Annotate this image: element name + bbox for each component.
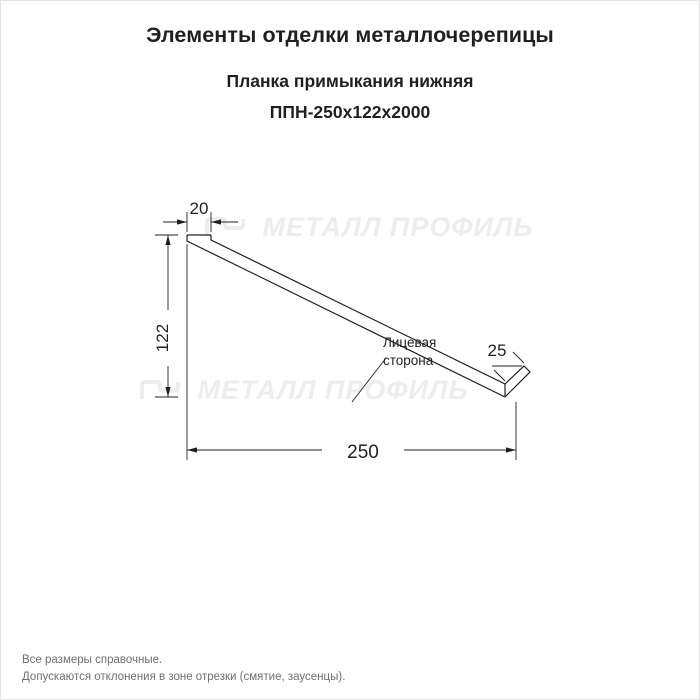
product-name: Планка примыкания нижняя — [226, 71, 474, 91]
profile-main-face-upper — [211, 235, 505, 384]
watermark-text: МЕТАЛЛ ПРОФИЛЬ — [197, 375, 469, 405]
ext-line-fold-b — [513, 352, 524, 363]
technical-drawing — [0, 170, 700, 530]
profile-outline — [187, 235, 530, 397]
leader-line-face-side — [352, 358, 386, 402]
dimension-top-arrowheads — [177, 219, 221, 224]
page-title: Элементы отделки металлочерепицы — [146, 23, 554, 47]
annotation-face-side-leader — [352, 358, 386, 402]
profile-fold-return — [505, 391, 511, 397]
dimension-label-total-width: 250 — [347, 442, 379, 463]
footer-note-2: Допускаются отклонения в зоне отрезки (смятие, заусенцы). — [22, 671, 346, 683]
dimension-label-right-segment: 25 — [487, 341, 507, 360]
dimension-label-height: 122 — [153, 323, 172, 353]
product-code: ППН-250х122х2000 — [269, 102, 431, 122]
dimension-height — [155, 235, 178, 397]
footer-notes — [22, 652, 682, 686]
annotation-face-side-line1: Лицевая — [383, 335, 437, 350]
drawing-svg — [0, 170, 700, 530]
profile-main-face-lower — [187, 235, 505, 397]
watermark-text: МЕТАЛЛ ПРОФИЛЬ — [262, 212, 534, 242]
annotation-face-side-line2: сторона — [383, 353, 434, 368]
dimension-label-top-width: 20 — [189, 199, 209, 218]
footer-note-1: Все размеры справочные. — [22, 654, 163, 666]
dimension-total-width — [187, 244, 516, 460]
title-block — [0, 22, 700, 124]
profile-right-fold — [505, 366, 530, 391]
